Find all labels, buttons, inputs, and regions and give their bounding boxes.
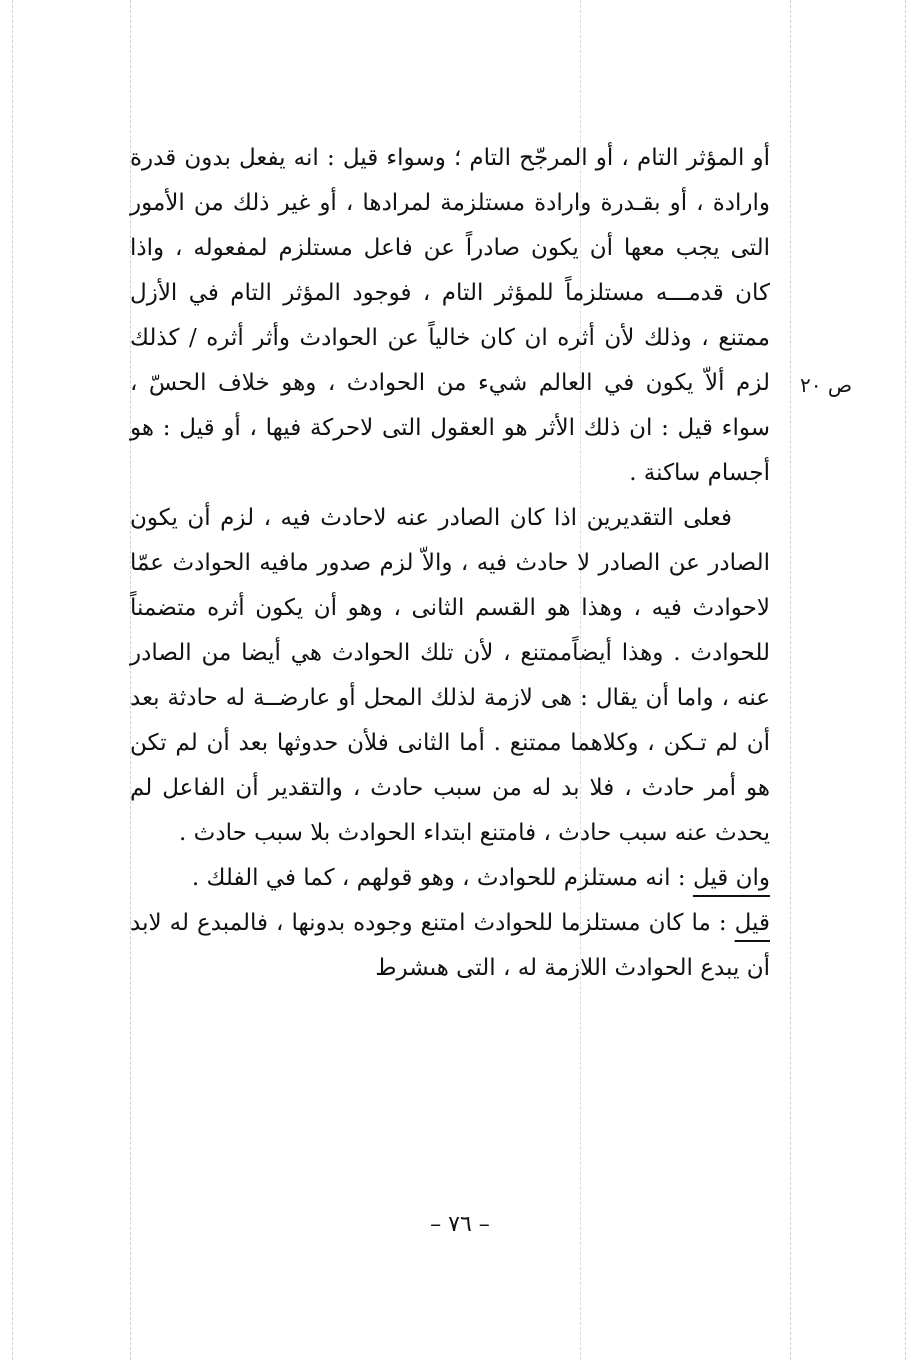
paragraph-4-rest: : ما كان مستلزما للحوادث امتنع وجوده بدونها ، فالمبدع له لابد أن يبدع الحوادث اللازمة له ، التى هىشرط <box>130 910 770 981</box>
page-number: – ٧٦ – <box>430 1212 490 1237</box>
paragraph-3-lead: وان قيل <box>692 865 770 891</box>
paragraph-1: أو المؤثر التام ، أو المرجّح التام ؛ وسواء قيل : انه يفعل بدون قدرة وارادة ، أو بقـدرة وارادة مستلزمة لمرادها ، أو غير ذلك من الأمور التى يجب معها أن يكون صادراً عن فاعل مستلزم لمفعوله ، واذا كان قدمـــه مستلزماً للمؤثر التام ، فوجود المؤثر التام في الأزل ممتنع ، وذلك لأن أثره ان كان خالياً عن الحوادث وأثر أثره / كذلك لزم ألاّ يكون في العالم شيء من الحوادث ، وهو خلاف الحسّ ، سواء قيل : ان ذلك الأثر هو العقول التى لاحركة فيها ، أو قيل : هو أجسام ساكنة . <box>130 145 770 486</box>
paragraph-4 <box>130 901 770 991</box>
body-text <box>130 136 770 991</box>
guide-line <box>905 0 906 1360</box>
paragraph-3 <box>130 856 770 901</box>
paragraph-4-lead: قيل <box>734 910 770 936</box>
margin-page-reference: ص ٢٠ <box>800 373 853 397</box>
guide-line <box>790 0 791 1360</box>
paragraph-2: فعلى التقديرين اذا كان الصادر عنه لاحادث فيه ، لزم أن يكون الصادر عن الصادر لا حادث فيه ، والاّ لزم صدور مافيه الحوادث عمّا لاحوادث فيه ، وهذا هو القسم الثانى ، وهو أن يكون أثره متضمناً للحوادث . وهذا أيضاًممتنع ، لأن تلك الحوادث هي أيضا من الصادر عنه ، واما أن يقال : هى لازمة لذلك المحل أو عارضــة له حادثة بعد أن لم تـكن ، وكلاهما ممتنع . أما الثانى فلأن حدوثها بعد أن لم تكن هو أمر حادث ، فلا بد له من سبب حادث ، والتقدير أن الفاعل لم يحدث عنه سبب حادث ، فامتنع ابتداء الحوادث بلا سبب حادث . <box>130 505 770 846</box>
guide-line <box>12 0 13 1360</box>
paragraph-3-rest: : انه مستلزم للحوادث ، وهو قولهم ، كما في الفلك . <box>191 865 693 891</box>
